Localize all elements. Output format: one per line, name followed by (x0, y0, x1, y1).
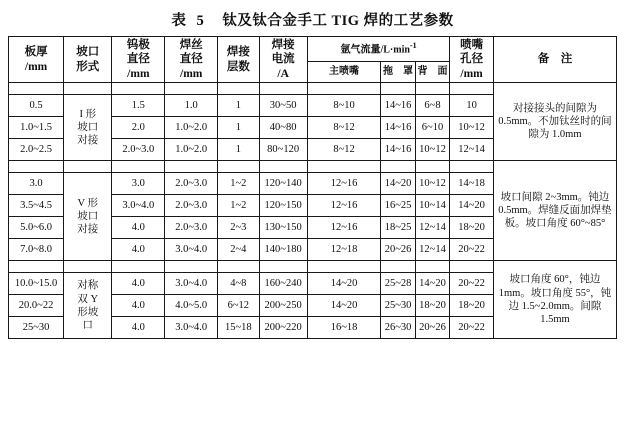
group-spacer (9, 161, 617, 173)
cell-wire-diameter: 2.0~3.0 (165, 217, 218, 239)
header-argon-flow-group: 氩气流量$/L\cdot\min^{-1}$ (307, 37, 449, 62)
cell-current: 120~140 (259, 173, 307, 195)
cell-argon-trail: 25~28 (381, 273, 415, 295)
cell-groove-type: I 形 坡口 对接 (64, 95, 112, 161)
header-weld-layers: 焊接 层数 (218, 37, 259, 83)
cell-nozzle: 20~22 (450, 273, 494, 295)
caption-number: 5 (196, 13, 205, 29)
header-remark: 备 注 (493, 37, 616, 83)
cell-tungsten-diameter: 4.0 (112, 317, 165, 339)
cell-argon-back: 12~14 (415, 239, 449, 261)
cell-nozzle: 14~20 (450, 195, 494, 217)
cell-nozzle: 10~12 (450, 117, 494, 139)
cell-thickness: 7.0~8.0 (9, 239, 64, 261)
cell-current: 160~240 (259, 273, 307, 295)
cell-current: 40~80 (259, 117, 307, 139)
cell-layers: 1~2 (218, 173, 259, 195)
cell-current: 200~250 (259, 295, 307, 317)
cell-groove-type: 对称 双 Y 形坡 口 (64, 273, 112, 339)
cell-wire-diameter: 4.0~5.0 (165, 295, 218, 317)
cell-wire-diameter: 3.0~4.0 (165, 239, 218, 261)
cell-argon-main: 16~18 (307, 317, 381, 339)
cell-argon-trail: 25~30 (381, 295, 415, 317)
tig-parameters-table (8, 36, 617, 339)
remark-cell-group-3: 坡口角度 60°，钝边 1mm。坡口角度 55°，钝边 1.5~2.0mm。间隙 1.5mm (493, 261, 616, 339)
cell-layers: 1 (218, 139, 259, 161)
cell-argon-main: 14~20 (307, 295, 381, 317)
header-argon-backing: 背 面 (415, 62, 449, 83)
cell-argon-back: 6~8 (415, 95, 449, 117)
argon-unit-exponent: -1 (409, 41, 417, 51)
cell-current: 30~50 (259, 95, 307, 117)
cell-argon-trail: 26~30 (381, 317, 415, 339)
cell-argon-main: 12~16 (307, 217, 381, 239)
cell-nozzle: 18~20 (450, 295, 494, 317)
table-body (9, 83, 617, 339)
cell-current: 200~220 (259, 317, 307, 339)
cell-current: 130~150 (259, 217, 307, 239)
cell-argon-back: 6~10 (415, 117, 449, 139)
cell-layers: 2~3 (218, 217, 259, 239)
header-wire-diameter: 焊丝 直径 /mm (165, 37, 218, 83)
cell-thickness: 0.5 (9, 95, 64, 117)
cell-nozzle: 12~14 (450, 139, 494, 161)
cell-nozzle: 18~20 (450, 217, 494, 239)
cell-tungsten-diameter: 2.0~3.0 (112, 139, 165, 161)
cell-wire-diameter: 1.0 (165, 95, 218, 117)
cell-argon-back: 10~14 (415, 195, 449, 217)
cell-argon-main: 12~16 (307, 195, 381, 217)
cell-tungsten-diameter: 3.0 (112, 173, 165, 195)
cell-argon-main: 12~16 (307, 173, 381, 195)
cell-tungsten-diameter: 3.0~4.0 (112, 195, 165, 217)
cell-thickness: 2.0~2.5 (9, 139, 64, 161)
cell-thickness: 3.5~4.5 (9, 195, 64, 217)
cell-tungsten-diameter: 4.0 (112, 217, 165, 239)
cell-thickness: 25~30 (9, 317, 64, 339)
cell-tungsten-diameter: 2.0 (112, 117, 165, 139)
remark-cell-group-2: 坡口间隙 2~3mm。钝边 0.5mm。焊缝反面加焊垫板。坡口角度 60°~85° (493, 161, 616, 261)
cell-layers: 1 (218, 117, 259, 139)
cell-argon-back: 18~20 (415, 295, 449, 317)
cell-argon-back: 20~26 (415, 317, 449, 339)
cell-thickness: 20.0~22 (9, 295, 64, 317)
header-argon-main-nozzle: 主喷嘴 (307, 62, 381, 83)
cell-argon-trail: 14~16 (381, 95, 415, 117)
cell-argon-trail: 18~25 (381, 217, 415, 239)
cell-argon-main: 8~10 (307, 95, 381, 117)
cell-wire-diameter: 1.0~2.0 (165, 139, 218, 161)
cell-tungsten-diameter: 4.0 (112, 295, 165, 317)
cell-groove-type: V 形 坡口 对接 (64, 173, 112, 261)
cell-thickness: 1.0~1.5 (9, 117, 64, 139)
cell-argon-back: 10~12 (415, 139, 449, 161)
cell-layers: 2~4 (218, 239, 259, 261)
cell-current: 80~120 (259, 139, 307, 161)
cell-wire-diameter: 3.0~4.0 (165, 273, 218, 295)
cell-nozzle: 14~18 (450, 173, 494, 195)
cell-argon-trail: 14~16 (381, 117, 415, 139)
cell-argon-trail: 20~26 (381, 239, 415, 261)
cell-thickness: 10.0~15.0 (9, 273, 64, 295)
cell-wire-diameter: 3.0~4.0 (165, 317, 218, 339)
cell-argon-back: 12~14 (415, 217, 449, 239)
table-caption (8, 6, 617, 36)
cell-layers: 15~18 (218, 317, 259, 339)
header-nozzle-diameter: 喷嘴 孔径 /mm (450, 37, 494, 83)
cell-layers: 4~8 (218, 273, 259, 295)
group-spacer (9, 83, 617, 95)
cell-argon-trail: 16~25 (381, 195, 415, 217)
cell-wire-diameter: 2.0~3.0 (165, 173, 218, 195)
cell-layers: 1 (218, 95, 259, 117)
cell-wire-diameter: 2.0~3.0 (165, 195, 218, 217)
cell-layers: 6~12 (218, 295, 259, 317)
cell-thickness: 5.0~6.0 (9, 217, 64, 239)
cell-nozzle: 20~22 (450, 239, 494, 261)
cell-argon-main: 8~12 (307, 117, 381, 139)
header-groove-type: 坡口 形式 (64, 37, 112, 83)
cell-tungsten-diameter: 4.0 (112, 239, 165, 261)
cell-tungsten-diameter: 4.0 (112, 273, 165, 295)
cell-argon-back: 10~12 (415, 173, 449, 195)
cell-argon-back: 14~20 (415, 273, 449, 295)
cell-tungsten-diameter: 1.5 (112, 95, 165, 117)
cell-nozzle: 20~22 (450, 317, 494, 339)
cell-current: 120~150 (259, 195, 307, 217)
cell-argon-main: 8~12 (307, 139, 381, 161)
caption-label: 表 (171, 13, 187, 29)
group-spacer (9, 261, 617, 273)
cell-argon-main: 12~18 (307, 239, 381, 261)
table-header (9, 37, 617, 83)
caption-title: 钛及钛合金手工 TIG 焊的工艺参数 (222, 13, 454, 29)
remark-cell-group-1: 对接接头的间隙为 0.5mm。不加钛丝时的间隙为 1.0mm (493, 83, 616, 161)
cell-thickness: 3.0 (9, 173, 64, 195)
cell-layers: 1~2 (218, 195, 259, 217)
cell-argon-main: 14~20 (307, 273, 381, 295)
header-tungsten-diameter: 钨极 直径 /mm (112, 37, 165, 83)
cell-nozzle: 10 (450, 95, 494, 117)
cell-argon-trail: 14~16 (381, 139, 415, 161)
cell-wire-diameter: 1.0~2.0 (165, 117, 218, 139)
header-thickness: 板厚 /mm (9, 37, 64, 83)
header-weld-current: 焊接 电流 /A (259, 37, 307, 83)
header-argon-trailing-shield: 拖 罩 (381, 62, 415, 83)
cell-argon-trail: 14~20 (381, 173, 415, 195)
cell-current: 140~180 (259, 239, 307, 261)
